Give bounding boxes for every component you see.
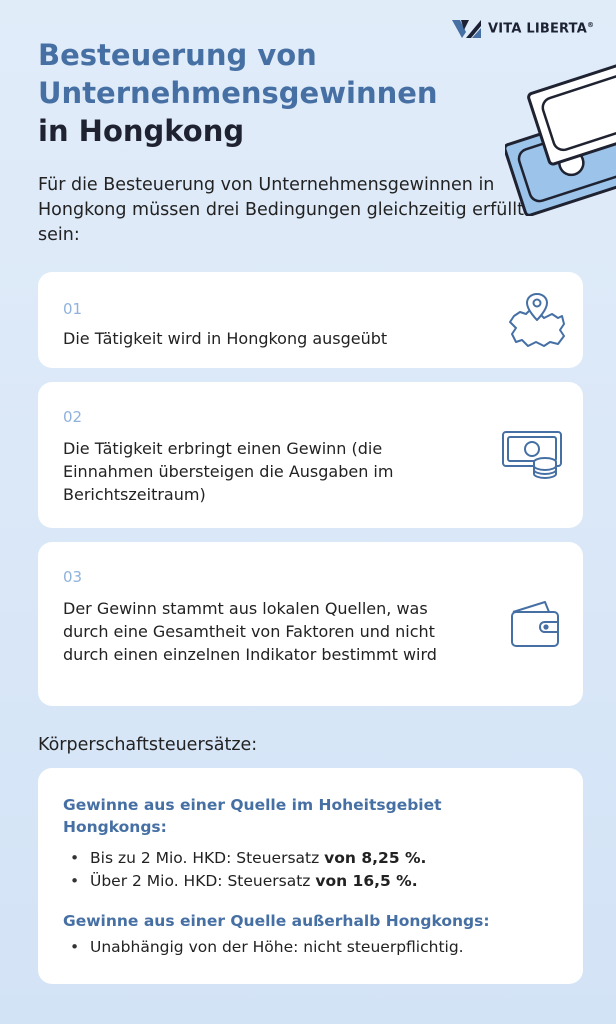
title-line-2: Unternehmensgewinnen [38, 76, 438, 110]
condition-number: 02 [63, 408, 83, 426]
list-item [70, 870, 426, 893]
brand-name: VITA LIBERTA® [488, 21, 595, 37]
title-line-1: Besteuerung von [38, 38, 317, 72]
brand-logo [452, 18, 594, 40]
condition-card-1 [38, 272, 583, 368]
condition-text: Die Tätigkeit wird in Hongkong ausgeübt [63, 329, 388, 348]
registered-mark: ® [587, 21, 595, 30]
page-title [38, 36, 438, 150]
condition-text: Die Tätigkeit erbringt einen Gewinn (die Einnahmen übersteigen die Ausgaben im Berichtszeitraum) [63, 439, 394, 504]
foreign-profits-title: Gewinne aus einer Quelle außerhalb Hongkongs: [63, 912, 490, 930]
condition-card-2 [38, 382, 583, 528]
rate-value: von 16,5 %. [315, 872, 418, 890]
list-item [70, 936, 464, 959]
title-line-3: in Hongkong [38, 114, 245, 148]
list-item [70, 847, 426, 870]
rate-value: von 8,25 %. [324, 849, 427, 867]
condition-text: Der Gewinn stammt aus lokalen Quellen, was durch eine Gesamtheit von Faktoren und nicht durch einen einzelnen Indikator bestimmt wird [63, 599, 437, 664]
wallet-icon [509, 598, 563, 650]
money-coins-icon [501, 428, 565, 480]
condition-number: 03 [63, 568, 83, 586]
rate-condition: Über 2 Mio. HKD: Steuersatz [90, 872, 316, 890]
rate-condition: Unabhängig von der Höhe: nicht steuerpflichtig. [90, 938, 464, 956]
map-pin-icon [506, 290, 568, 352]
condition-number: 01 [63, 300, 83, 318]
vita-liberta-logo-icon [452, 18, 482, 40]
rate-condition: Bis zu 2 Mio. HKD: Steuersatz [90, 849, 325, 867]
domestic-rates-list [70, 847, 426, 893]
domestic-profits-title: Gewinne aus einer Quelle im Hoheitsgebiet Hongkongs: [63, 796, 442, 836]
foreign-rates-list [70, 936, 464, 959]
intro-text: Für die Besteuerung von Unternehmensgewinnen in Hongkong müssen drei Bedingungen gleichzeitig erfüllt sein: [38, 175, 524, 245]
rates-heading: Körperschaftsteuersätze: [38, 735, 258, 755]
tax-rates-card [38, 768, 583, 984]
condition-card-3 [38, 542, 583, 706]
